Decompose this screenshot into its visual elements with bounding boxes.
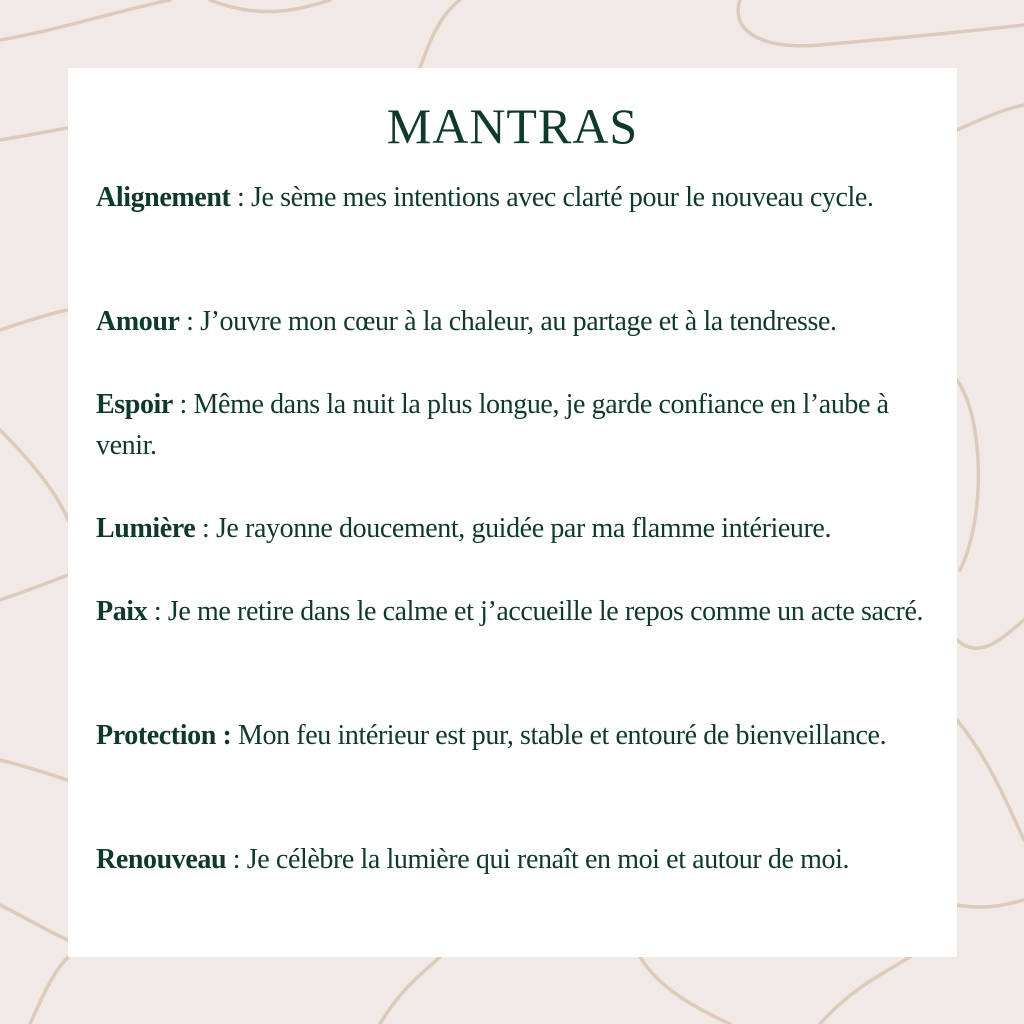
mantra-name: Amour — [96, 306, 180, 337]
mantra-name: Alignement — [96, 182, 231, 213]
mantra-name: Espoir — [96, 389, 173, 420]
mantra-lumiere — [96, 508, 930, 549]
mantra-alignement — [96, 177, 930, 218]
mantra-text: Même dans la nuit la plus longue, je garde confiance en l’aube à venir. — [96, 389, 889, 461]
page-title: MANTRAS — [386, 98, 639, 154]
mantra-text: J’ouvre mon cœur à la chaleur, au partage et à la tendresse. — [200, 306, 837, 337]
mantra-separator: : — [226, 844, 247, 875]
mantra-text: Je rayonne doucement, guidée par ma flamme intérieure. — [215, 513, 832, 544]
mantra-paix — [96, 591, 930, 632]
mantra-renouveau — [96, 839, 930, 880]
mantras-card — [68, 68, 957, 957]
mantra-name: Renouveau — [96, 844, 227, 875]
mantra-amour — [96, 301, 930, 342]
mantra-text: Je célèbre la lumière qui renaît en moi et autour de moi. — [246, 844, 850, 875]
mantra-text: Mon feu intérieur est pur, stable et entouré de bienveillance. — [238, 720, 887, 751]
mantra-separator: : — [230, 182, 252, 213]
mantra-separator: : — [147, 596, 168, 627]
mantra-text: Je sème mes intentions avec clarté pour le nouveau cycle. — [251, 182, 874, 213]
mantra-protection — [96, 715, 930, 756]
mantra-separator: : — [179, 306, 201, 337]
mantra-separator: : — [195, 513, 216, 544]
mantra-name: Paix — [96, 596, 148, 627]
mantra-name: Lumière — [96, 513, 196, 544]
mantra-separator: : — [172, 389, 194, 420]
mantra-espoir — [96, 384, 930, 466]
mantra-text: Je me retire dans le calme et j’accueille le repos comme un acte sacré. — [167, 596, 924, 627]
mantra-name: Protection : — [96, 720, 232, 751]
